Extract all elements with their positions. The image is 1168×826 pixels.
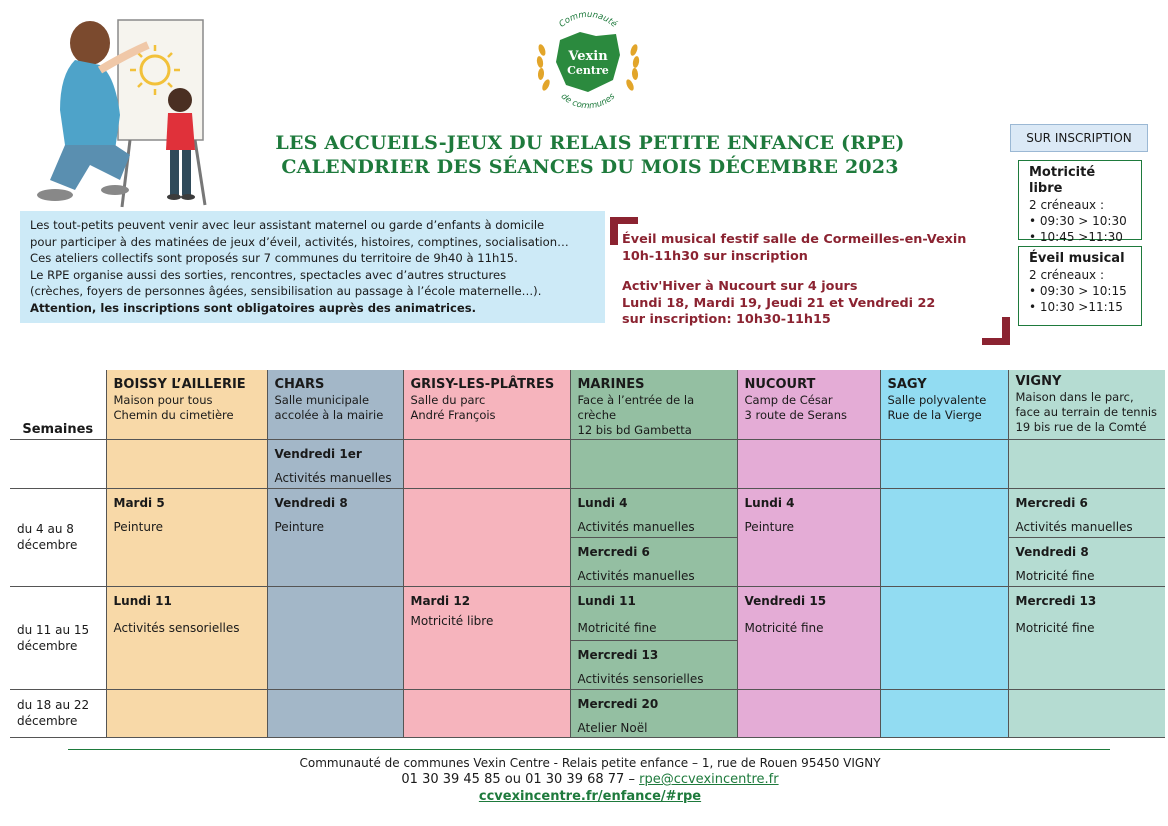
session-day: Mercredi 6	[577, 544, 650, 559]
session-cell	[267, 488, 403, 586]
session-cell-empty	[106, 689, 267, 737]
session-day: Mercredi 13	[577, 647, 659, 662]
session-activity: Activités sensorielles	[113, 620, 240, 635]
svg-text:de communes	[559, 91, 618, 110]
session-cell-empty	[880, 488, 1008, 586]
session-day: Lundi 4	[744, 495, 795, 510]
session-cell-empty	[880, 689, 1008, 737]
registration-box-title: Motricité libre	[1029, 165, 1096, 196]
session-day: Vendredi 8	[274, 495, 348, 510]
commune-address: Maison pour tous	[113, 393, 213, 407]
session-sub	[571, 641, 737, 689]
session-day: Mardi 5	[113, 495, 165, 510]
event-line: Lundi 18, Mardi 19, Jeudi 21 et Vendredi 22	[622, 295, 936, 311]
commune-address: face au terrain de tennis	[1015, 405, 1158, 419]
column-header-marines	[570, 370, 737, 439]
session-cell	[267, 439, 403, 488]
week-label-line1: du 11 au 15	[17, 622, 90, 637]
week-label-line2: décembre	[17, 714, 78, 728]
column-header-nucourt	[737, 370, 880, 439]
session-cell	[106, 488, 267, 586]
session-cell	[106, 586, 267, 689]
session-cell	[403, 586, 570, 689]
footer-email-link[interactable]: rpe@ccvexincentre.fr	[639, 772, 779, 787]
vexin-centre-logo	[528, 10, 648, 110]
session-activity: Activités sensorielles	[577, 671, 704, 686]
session-sub	[1009, 489, 1166, 538]
intro-line: Ces ateliers collectifs sont proposés sur 7 communes du territoire de 9h40 à 11h15.	[30, 251, 518, 265]
session-cell-empty	[403, 488, 570, 586]
footer-phones: 01 30 39 45 85 ou 01 30 39 68 77 –	[401, 772, 640, 787]
footer-website-link[interactable]: ccvexincentre.fr/enfance/#rpe	[478, 789, 702, 804]
session-cell-empty	[880, 586, 1008, 689]
commune-address: Maison dans le parc,	[1015, 390, 1134, 404]
session-sub	[571, 489, 737, 538]
week-label	[10, 439, 106, 488]
session-activity: Peinture	[744, 519, 794, 534]
page-title-line1: LES ACCUEILS-JEUX DU RELAIS PETITE ENFANCE (RPE)	[275, 132, 905, 154]
commune-name: MARINES	[577, 377, 645, 392]
session-activity: Activités manuelles	[577, 519, 695, 534]
session-cell	[570, 689, 737, 737]
session-cell-empty	[737, 689, 880, 737]
column-header-chars	[267, 370, 403, 439]
session-activity: Motricité libre	[410, 613, 494, 628]
column-header-vigny	[1008, 370, 1165, 439]
commune-address: Face à l’entrée de la crèche	[577, 393, 695, 422]
session-day: Mercredi 6	[1015, 495, 1088, 510]
session-cell-split	[570, 488, 737, 586]
registration-box-eveil	[1018, 246, 1142, 326]
calendar-table	[10, 370, 1165, 738]
intro-text-box	[20, 211, 605, 323]
session-cell-empty	[106, 439, 267, 488]
registration-slot: • 09:30 > 10:15	[1029, 284, 1127, 298]
commune-address: Salle municipale	[274, 393, 370, 407]
commune-address: 3 route de Serans	[744, 408, 847, 422]
session-day: Vendredi 1er	[274, 446, 362, 461]
session-sub	[571, 538, 737, 586]
commune-name: BOISSY L’AILLERIE	[113, 377, 246, 392]
commune-address: accolée à la mairie	[274, 408, 384, 422]
commune-name: SAGY	[887, 377, 927, 392]
event-line: 10h-11h30 sur inscription	[622, 248, 808, 264]
session-day: Lundi 11	[113, 593, 172, 608]
intro-attention: Attention, les inscriptions sont obligatoires auprès des animatrices.	[30, 300, 477, 315]
session-activity: Activités manuelles	[1015, 519, 1133, 534]
svg-text:Communauté	[557, 10, 619, 30]
commune-address: Rue de la Vierge	[887, 408, 982, 422]
intro-line: Les tout-petits peuvent venir avec leur assistant maternel ou garde d’enfants à domicile	[30, 218, 545, 232]
events-block	[622, 232, 992, 329]
commune-address: Camp de César	[744, 393, 833, 407]
footer-contact	[180, 772, 1000, 787]
session-activity: Motricité fine	[744, 620, 824, 635]
column-header-boissy	[106, 370, 267, 439]
session-day: Lundi 4	[577, 495, 628, 510]
registration-box-title: Éveil musical	[1029, 251, 1125, 266]
intro-line: (crèches, foyers de personnes âgées, sensibilisation au passage à l’école maternelle…).	[30, 284, 542, 298]
logo-arc-bottom: de communes	[558, 91, 618, 110]
corner-decoration-bottom	[980, 315, 1010, 345]
footer-address: Communauté de communes Vexin Centre - Relais petite enfance – 1, rue de Rouen 95450 VIGNY	[299, 756, 881, 770]
commune-name: GRISY-LES-PLÂTRES	[410, 377, 555, 392]
session-activity: Peinture	[274, 519, 324, 534]
registration-slot: • 10:30 >11:15	[1029, 300, 1123, 314]
session-cell-empty	[403, 689, 570, 737]
commune-name: NUCOURT	[744, 377, 816, 392]
session-activity: Peinture	[113, 519, 163, 534]
registration-slot: • 10:45 >11:30	[1029, 230, 1123, 244]
week-label	[10, 586, 106, 689]
registration-box-subtitle: 2 créneaux :	[1029, 198, 1105, 212]
week-label-line1: du 4 au 8	[17, 522, 74, 536]
footer-divider	[68, 749, 1110, 750]
session-day: Vendredi 8	[1015, 544, 1089, 559]
commune-address: 19 bis rue de la Comté	[1015, 420, 1147, 434]
registration-box-subtitle: 2 créneaux :	[1029, 268, 1105, 282]
session-day: Mercredi 13	[1015, 593, 1097, 608]
week-label-line2: décembre	[17, 638, 78, 653]
commune-address: André François	[410, 408, 496, 422]
column-header-sagy	[880, 370, 1008, 439]
session-cell	[737, 586, 880, 689]
session-cell-empty	[570, 439, 737, 488]
column-header-grisy	[403, 370, 570, 439]
session-cell-split	[1008, 488, 1165, 586]
session-cell-empty	[880, 439, 1008, 488]
week-label-line1: du 18 au 22	[17, 698, 90, 712]
event-line: sur inscription: 10h30-11h15	[622, 312, 831, 327]
registration-header: SUR INSCRIPTION	[1010, 124, 1148, 152]
commune-address: Salle polyvalente	[887, 393, 987, 407]
session-cell-split	[570, 586, 737, 689]
logo-line1: Vexin	[568, 49, 608, 64]
intro-line: Le RPE organise aussi des sorties, rencontres, spectacles avec d’autres structures	[30, 267, 507, 282]
session-cell	[737, 488, 880, 586]
commune-address: 12 bis bd Gambetta	[577, 423, 692, 437]
logo-arc-top: Communauté	[557, 10, 619, 30]
session-cell-empty	[1008, 689, 1165, 737]
logo-line2: Centre	[567, 64, 609, 77]
illustration-adult-child-easel	[30, 15, 230, 210]
session-cell-empty	[737, 439, 880, 488]
session-day: Lundi 11	[577, 593, 636, 608]
week-label-line2: décembre	[17, 538, 78, 552]
session-day: Mercredi 20	[577, 696, 659, 711]
session-activity: Activités manuelles	[274, 470, 392, 485]
session-activity: Motricité fine	[1015, 620, 1095, 635]
session-cell-empty	[403, 439, 570, 488]
registration-slot: • 09:30 > 10:30	[1029, 214, 1127, 228]
session-activity: Motricité fine	[1015, 568, 1095, 583]
week-label	[10, 488, 106, 586]
event-line: Éveil musical festif salle de Cormeilles-en-Vexin	[622, 232, 967, 247]
session-cell-empty	[267, 586, 403, 689]
session-day: Mardi 12	[410, 593, 471, 608]
commune-name: CHARS	[274, 377, 325, 392]
commune-address: Chemin du cimetière	[113, 408, 234, 422]
session-activity: Atelier Noël	[577, 720, 648, 735]
commune-address: Salle du parc	[410, 393, 486, 407]
intro-line: pour participer à des matinées de jeux d’éveil, activités, histoires, comptines, socialisation…	[30, 234, 569, 249]
session-day: Vendredi 15	[744, 593, 827, 608]
page-title-line2: CALENDRIER DES SÉANCES DU MOIS DÉCEMBRE 2023	[281, 156, 899, 178]
registration-box-motricite	[1018, 160, 1142, 244]
commune-name: VIGNY	[1015, 374, 1062, 389]
session-cell-empty	[1008, 439, 1165, 488]
session-sub	[571, 587, 737, 641]
event-line: Activ'Hiver à Nucourt sur 4 jours	[622, 279, 858, 294]
session-activity: Activités manuelles	[577, 568, 695, 583]
weeks-header: Semaines	[10, 370, 106, 439]
session-cell-empty	[267, 689, 403, 737]
session-cell	[1008, 586, 1165, 689]
session-activity: Motricité fine	[577, 620, 657, 635]
week-label	[10, 689, 106, 737]
session-sub	[1009, 538, 1166, 586]
